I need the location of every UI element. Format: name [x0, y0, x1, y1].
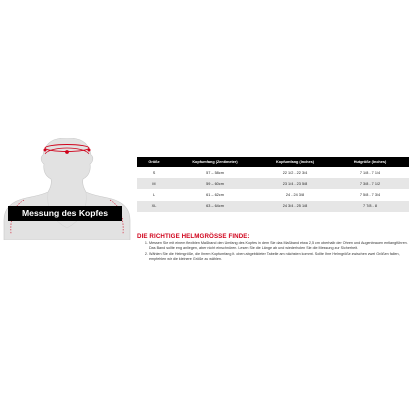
figure-caption: Messung des Kopfes [8, 206, 122, 221]
cell-head-cm: 61 – 62cm [206, 192, 224, 197]
guide-title: DIE RICHTIGE HELMGRÖSSE FINDE: [137, 233, 250, 240]
col-header-head-inches: Kopfumfang (Inches) [259, 157, 331, 167]
measure-point-left [44, 149, 47, 152]
cell-head-inches: 24 3/4 - 25 1/8 [259, 201, 331, 212]
guide-step: 1. Messen Sie mit einem flexiblen Maßband den Umfang des Kopfes in dem Sie das Maßband etwa 2,5 cm oberhalb der Ohren und Augenbrauen entlangführen. Das Band sollte eng anliegen, aber nicht einschnüren. Lesen Sie die Länge ab und wiederholen Sie die Messung zur Sicherheit. [149, 241, 415, 252]
cell-head-inches: 24 - 24 3/8 [285, 192, 305, 197]
head-silhouette [0, 138, 132, 240]
cell-head-inches: 22 1/2 - 22 3/4 [282, 170, 308, 175]
col-header-size: Größe [137, 157, 171, 167]
cell-hat-size: 7 7/8 - 8 [331, 201, 409, 212]
table-header-row [137, 157, 409, 167]
head-measurement-figure [0, 138, 132, 240]
col-header-head-cm: Kopfumfang (Zentimeter) [171, 157, 259, 167]
cell-head-cm: 59 – 60cm [171, 178, 259, 189]
size-table [137, 157, 409, 212]
cell-size: S [152, 170, 156, 175]
cell-head-cm: 57 – 58cm [206, 170, 224, 175]
col-header-hat-size: Hutgröße (Inches) [331, 157, 409, 167]
cell-head-cm: 63 – 64cm [171, 201, 259, 212]
table-row [137, 178, 409, 189]
table-row [137, 189, 409, 200]
table-row [137, 167, 409, 178]
cell-hat-size: 7 3/8 - 7 1/2 [331, 178, 409, 189]
guide-step: 2. Wählen Sie die Helmgröße, die Ihrem Kopfumfang lt. oben abgebildeter Tabelle am nächsten kommt. Sollte Ihre Helmgröße zwischen zwei Größen fallen, empfehlen wir die kleinere Größe zu wählen. [149, 252, 415, 263]
table-row [137, 201, 409, 212]
cell-size: L [152, 192, 156, 197]
cell-size: M [137, 178, 171, 189]
measure-point-front [65, 150, 69, 154]
cell-head-inches: 23 1/4 - 23 5/8 [259, 178, 331, 189]
measure-point-right [88, 149, 91, 152]
guide-steps [141, 241, 415, 263]
cell-size: XL [137, 201, 171, 212]
cell-hat-size: 7 5/8 - 7 3/4 [359, 192, 381, 197]
cell-hat-size: 7 1/8 - 7 1/4 [359, 170, 381, 175]
